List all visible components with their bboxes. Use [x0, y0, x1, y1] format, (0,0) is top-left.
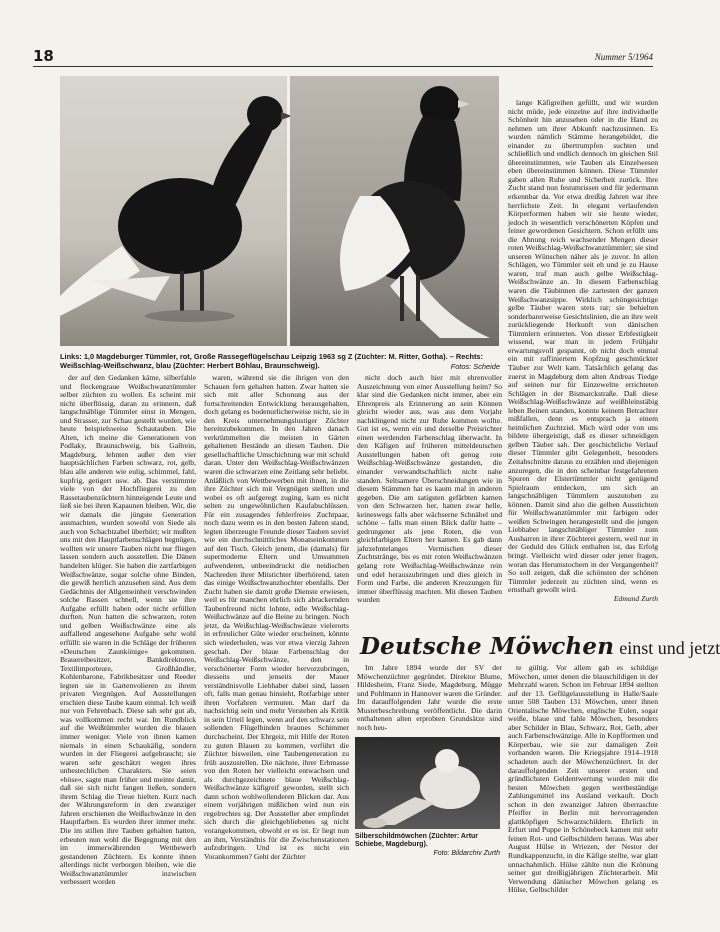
headline-script: Deutsche Möwchen: [360, 633, 615, 660]
author-signature: Edmund Zurth: [613, 593, 658, 603]
pigeon-black-illustration: [60, 76, 287, 346]
article-column-1: [60, 374, 196, 899]
page-number: 18: [33, 47, 54, 65]
moewchen-illustration: [355, 737, 500, 829]
article-column-2: [204, 373, 349, 861]
header-rule: [33, 66, 653, 67]
photo-black-tumbler: [60, 76, 287, 346]
moewchen-column-1: [357, 664, 502, 732]
article-column-3: [357, 373, 502, 605]
moewchen-caption: [355, 833, 500, 858]
article-text-col-2: waren, während sie die ihrigen von den Schauen fern gehalten hatten. Zwar hatten sie sich mit aller Schonung aus der fortschreitenden Entwicklung herausgehalten, doch gelang es bodenurlicherweise nicht, sie in den Kreis unternehmungslustiger Züchter hereinzubekommen. In den Jahren danach verkrümmelten die meisten in Gärten gehaltenen Bestände an diesen Tauben. Die gesellschaftliche Umschichtung war mit schuld daran. Unter den Weißschlag-Weißschwänzen waren die schwarzen eine Zeitlang sehr beliebt. Anläßlich von Wettbewerben mit ihnen, in die ihre Züchter sich mit Vergnügen stellten und wobei es oft aufgeregt zuging, kam es nicht selten zu ungewöhnlichen Kaufabschlüssen. Für ein zusagendes fehlerfreies Zuchtpaar, noch dazu wenn es in den besten Jahren stand, legten überzeugte Freunde dieser Tauben soviel wie ein durchschnittliches Monatseinkommen auf den Tisch. Gleich jenem, die (damals) für supermoderne Eltern und Umsummen aufwendeten, unbeeindruckt die neidischen Nachreden ihrer Mitstichter überhörend, taten das einige Weißschwanzhochter ebenfalls. Der Zucht haben sie damit große Dienste erwiesen, weil es für manchen ehrlich sich abrackernden Taubenfreund nicht lohnte, edle Weißschlag-Weißschwänze auf die Beine zu bringen. Noch jetzt, da Weißschlag-Weißschwänze vielerorts in erfreulicher Güte wieder erscheinen, könnte sich wiederholen, was vor etwa vierzig Jahren geschah. Der blaue Farbenschlag der Weißschlag-Weißschwänze, den in verschönerter Form wieder hervorzubringen, diesseits und jenseits der Mauer verständnisvolle Liebhaber dabei sind, lassen oft, falls man genau hinsieht, Rotfarbige unter ihren Vorfahren vermuten. Man darf da nachsichtig sein und mehr Verstehen als Kritik in sein Urteil legen, wenn auf den schwarz sein sollenden Flügelbinden braunes Schimmer durchscheint. Der Ehrgeiz, mit Hilfe der Roten zu guten Blauen zu kommen, verführt die Züchter bisweilen, eine Taubengeneration zu früh auszustellen. Die nächste, ihrer Erbmasse von den Roten her vielleicht entwachsen und als durchgezeichnete blaue Weißschlag-Weißschwänze käfigreif geworden, stellt sich dann schon wohlwollenderen Blicken dar. Aus einem vorjährigen mißlichen wird nun ein regelrechtes sg. Der Aussteller aber empfindet sich durch die gleichgebliebenes sg nicht vorangekommen, obwohl er es ist. Er liegt nun an ihm, Verständnis für die Zwischenstationen aufzubringen. Und ist es nicht ein Vorankommen? Geht der Züchter: [204, 373, 349, 861]
photo-caption: [60, 352, 500, 371]
caption-credit: Fotos: Scheide: [450, 362, 500, 371]
article-column-4: [508, 99, 658, 633]
moewchen-caption-credit: Foto: Bildarchiv Zurth: [433, 849, 500, 857]
moewchen-text-col-1: Im Jahre 1894 wurde der SV der Möwchenzüchter gegründet. Direktor Blume, Hildesheim, Franz Siede, Magdeburg, Mügge und Pohlmann in Hannover waren die Gründer. Im darauffolgenden Jahr wurde die erste Musterbeschreibung veröffentlicht. Die darin enthaltenen alten erprobten Grundsätze sind noch heu-: [357, 663, 502, 732]
photo-moewchen: [355, 737, 500, 829]
photo-weissschlag-tumbler: [290, 76, 499, 346]
pigeon-whitewing-illustration: [290, 76, 499, 346]
article-text-col-4: lange Käfigreihen gefüllt, und wir wurden nicht müde, jede einzelne auf ihre individuelle Schönheit hin anzusehen oder in die Hand zu nehmen um ihrer Abkunft nachzusinnen. Es wurden nämlich Stämme herangebildet, die einander zu übertrumpfen suchten und schließlich und endlich dennoch im gleichen Stil übereinstimmten, wie Tauben als Einzelwesen eben übereinstimmen können. Diese Tümmler gaben allen Ruhe und Sicherheit zurück. Ihre Zucht stand nun festumrissen und für jedermann erkennbar da. Vor etwa dreißig Jahren war ihre herrlichste Zeit. In elegant verlaufenden Körperformen haben wir sie heute wieder, jedoch in wesentlich verschönerten Köpfen und feiner gewordenen Gesichtern. Schon erfüllt uns die Ahnung reich wachsender Mengen dieser roten Weißschlag-Weißschwanztümmler; sie sind unseren Wünschen näher als je zuvor. In allen Schlägen, wo Tümmler seit eh und je zu Hause waren, traf man auch gelbe Weißschlag-Weißschwänze an. In diesem Farbenschlag waren die Täubinnen die zartesten der ganzen Weißschwanzsippe. Wirklich schöngesichtige gelbe Täuber waren stets rar; sie behielten sonderbarerweise Gesichtslinien, die an ihre weit zurückliegende Herkunft von dänischen Tümmlern erinnerten. Von dieser Erbfestigkeit wissend, war man in jedem Frühjahr erwartungsvoll gespannt, ob nicht doch einmal ein mit raffiniertem Kopfzug geschmückter Täuber zur Welt kam. Tatsächlich gelang das zuerst in Magdeburg dem alten Andreas Tiedge auf seinen nur für Einzeweltte errichteten Schlägen in der Bismarckstraße. Daß diese Weißschlag-Weißschwänze auf weißbleinstäbig leben Beinen standen, konnte keinem Betrachter mißfallen, denn es entsprach ja einem heimlichen Zuchtziel. Mich wird oder von uns bildete übergeistigt, daß es dieser schneidigen gelben Täuber sah. Der geschichtliche Verlauf dieser Tümmler gibt Gelegenheit, besonders Zeitabschnitte daraus zu erzählen und diejenigen anzuregen, die in den scheinbar festgefahrenen Spuren der Elstertümmler nicht genügend Spielraum entdecken, um sich an langschnäbligen Tümmlern auszutoben zu können. Damit sind also die gelben Ausstichten für Weißschwanztümmler mit farbigen oder weißen Schwingen herangestellt und die jungen Liebhaber langschnäbliger Tümmler zum Ausharren in ihrer Züchterei gestern, weil nur in der Geduld des Glück enthalten ist, das Erfolg bringt. Vielleicht wird dieser oder jener fragen, woran das Herumstochern in der Vergangenheit? So soll zeigen, daß die schönsten der schönen Tümmler jederzeit zu züchten sind, wenn es ernsthaft gewollt wird.: [508, 98, 658, 595]
moewchen-headline: [360, 633, 720, 661]
moewchen-caption-text: Silberschildmöwchen (Züchter: Artur Schiebe, Magdeburg).: [355, 833, 479, 849]
moewchen-text-col-2: te gültig. Vor allem gab es schildige Möwchen, unter denen die blauschildigen in der Mehrzahl waren. Schon im Februar 1894 stellten auf der 13. Geflügelausstellung in Halle/Saale unter 508 Tauben 131 Möwchen, unter ihnen Orientalische Möwchen, englische Eulen, sogar weiße, blaue und fahle Möwchen, besonders aber Schilder in Blau, Schwarz, Rot, Gelb, aber auch Farbenschwänzige. Alle in Kopfformen und Körperbau, wie sie zur damaligen Zeit vorhanden waren. Die Kriegsjahre 1914–1918 schadeten auch der Möwchenzüchtert. In der darauffolgenden Zeit unserer ersten und gründlichsten Geldentwertung wurden mit die besten Möwchen gegen wertbeständige Zahlungsmittel ins Ausland verkauft. Doch schon in den zwanziger Jahren überraschte Pfeiffer in Berlin mit hervorragenden glattköpfigen Schwarzschildern. Ehrlich in Erfurt und Puppe in Schönebeck kamen mit sehr feinen Rot- und Gelbschildern heraus. Was aber August Hülse in Wriezen, der Nestor der Rundkappenzucht, in die Käfige stellte, war glatt unnachahmlich. Hülse zählte nun die Krönung seiner gut dreißigjährigen Züchterarbeit. Mit Verwendung dänischer Möwchen gelang es Hülse, Gelbschilder: [508, 663, 658, 895]
article-text-col-1: der auf den Gedanken käme, silberfahle und fleckengraue Weißschwanztümmler selber züchten zu wollen. Es scheint mir nicht überflüssig, daran zu erinnern, daß langschnäblige Tümmler einst in Mengen, und Strasser, zur Schau gestellt wurden, wie heute beispielsweise Schautauben. Die Alten, ich meine die Generationen von Podlaky, Braunschweig, bis Gallrein, Magdeburg, lehnten außer den vier hauptsächlichen Farben schwarz, rot, gelb, blau alle anderen wie eulig, schimmel, fahl, kupfrig, getigert usw. ab. Das verstimmte viele von der Hochfliegerei zu den Rassetaubenzüchtern hinneigende Leute und ließ sie bei ihren Kapaunen bleiben. Wir, die wir damals die jüngste Generation ausmachten, wurden sowohl von Siede als auch von Schachtzabel überhört; wir mußten uns mit den Hauptfarbenschlägen begnügen, wollten wir unsere Tauben nicht nur fliegen lassen sondern auch ausstellen. Die Dänen handelten klüger. Sie haben die zartfarbigen Weißschwänze, sogar solche ohne Binden, die gewiß herrlich anzusehen sind. Aus dem Gedächtnis der Allgemeinheit verschwinden solche Rassen schnell, wenn sie ihre Aufgabe erfüllt haben oder nicht erfüllen durften. Nun hatten die schwarzen, roten und gelben Weißschwänze eine als auffallend angesehene Aufgabe sehr wohl erfüllt: sie waren in die Schläge der früheren »Deutschen Zaunkönige« gekommen. Brauereibesitzer, Bankdirektoren, Textilimporteure, Großhändler, Kohlenbarone, Fabrikbesitzer und Reeder legten sie in Gartenvolieren zu ihrem privaten Vergnügen. Auf Ausstellungen erschien diese Taube kaum einmal. Ich weiß nur von Fehrenbach. Diese sah sehr gut ab, was vollkommen recht war. Im Rundblick auf die Weißtümmler wurden die blauen immer weniger. Viele von ihnen kamen niemals in einen Schaukäfig, sondern wurden in der Fliegerei aufgebraucht; sie waren sehr geschätzt wegen ihres unbestechlichen Charakters. Sie seien »böse«, sagte man früher und meinte damit, daß sie sich nicht fangen ließen, sondern ihrem Schlag die Treue hielten. Kurz nach der Währungsreform in den zwanziger Jahren erschienen die Weißschwänze in den Hauptfarben. Es wurden ihrer immer mehr. Die im stillen ihre Tauben gehalten hatten, erbeuten nun wohl die Begegnung mit den im immerwährenden Wettbewerb gestandenen Züchtern. Es konnte ihnen allerdings nicht verborgen bleiben, wie die Weißschwanztümmler inzwischen verbessert worden: [60, 373, 197, 887]
headline-plain: einst und jetzt: [619, 638, 720, 658]
article-text-col-3: nicht doch auch hier mit ehrenvoller Auszeichnung von einer Ausstellung heim? So klar sind die Gedanken nicht immer, aber ein Ehrenpreis als Erinnerung an sein Können gleicht wieder aus, was aus dem Vorjahr nachklingend nicht zur Ruhe kommen wollte. Gut ist es, wenn ein und derselbe Preisrichter einen werdenden Farbenschlag überwacht. In den Käfigen auf früheren mitteldeutschen Ausstellungen haben oft genug rote Weißschlag-Weißschwänze gestanden, die einander verwandtschaftlich nicht nahe standen. Seltsamere Überschneidungen wie in diesem Stämmen hat es kaum mal in anderen gegeben. Die am satigsten gefärbten kamen von den Schwarzen her, hatten zwar helle, keineswegs falls aber wächserne Schnäbel und schöne – falls man einen Blick dafür hatte – gedrungener als jene Roten, die von gleichfarbigen Eltern her kamen. Es gab dann jahrzehntelanges Vermischen dieser Zuchtstränge, bis es mit roten Weißschwänzen gelang rote Weißschlag-Weißschwänze rein und edel herauszubringen und dies gleich in Form und Farbe, die anderen Kreuzungen für immer überflüssig machten. Mit diesen Tauben wurden: [357, 373, 502, 605]
moewchen-column-2: [508, 664, 658, 914]
caption-text: Links: 1,0 Magdeburger Tümmler, rot, Große Rassegeflügelschau Leipzig 1963 sg Z (Züchter: M. Ritter, Gotha). – Rechts: Weißschlag-Weißschwanz, blau (Züchter: Herbert Böhlau, Braunschweig).: [60, 352, 483, 370]
issue-label: Nummer 5/1964: [594, 52, 653, 62]
